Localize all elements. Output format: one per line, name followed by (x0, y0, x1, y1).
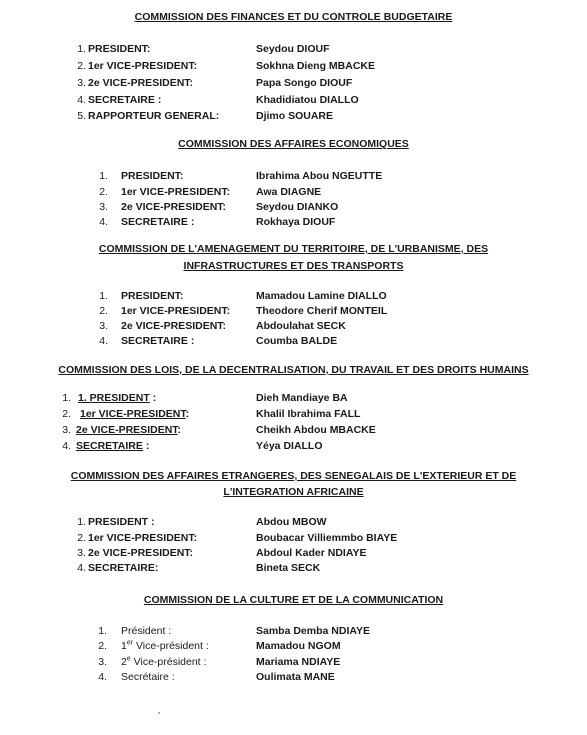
member-name: Sokhna Dieng MBACKE (256, 60, 376, 72)
member-number: 2. (99, 305, 108, 317)
member-name: Coumba BALDE (256, 335, 338, 347)
member-number: 1. (99, 290, 108, 302)
member-role: 2e VICE-PRESIDENT: (88, 77, 194, 89)
member-number: 4. (62, 440, 71, 452)
member-number: 2. (77, 60, 86, 72)
member-role: 2e VICE-PRESIDENT (76, 424, 178, 436)
member-role: 2e VICE-PRESIDENT: (88, 547, 194, 559)
member-role: SECRETAIRE: (88, 562, 159, 574)
scan-speck (158, 712, 160, 714)
member-role: 1er VICE-PRESIDENT: (121, 186, 231, 198)
member-role-suffix: : (149, 392, 157, 404)
member-number: 1. (62, 392, 71, 404)
member-number: 2. (77, 532, 86, 544)
member-name: Mamadou Lamine DIALLO (256, 290, 387, 302)
member-role-suffix: : (142, 440, 150, 452)
member-name: Ibrahima Abou NGEUTTE (256, 170, 383, 182)
member-name: Samba Demba NDIAYE (256, 625, 370, 637)
section-3-title-line-2: INFRASTRUCTURES ET DES TRANSPORTS (183, 260, 404, 272)
member-role: Vice-président : (130, 656, 207, 668)
member-number: 2. (98, 640, 107, 652)
member-role-ordinal-suffix: er (126, 639, 134, 647)
member-role: SECRETAIRE (76, 440, 143, 452)
member-number: 1. (98, 625, 107, 637)
member-role: PRESIDENT: (121, 290, 184, 302)
member-name: Seydou DIOUF (256, 43, 330, 55)
member-name: Seydou DIANKO (256, 201, 339, 213)
member-number: 3. (62, 424, 71, 436)
member-name: Abdou MBOW (256, 516, 327, 528)
section-1-title: COMMISSION DES FINANCES ET DU CONTROLE BUDGETAIRE (134, 11, 453, 23)
member-name: Dieh Mandiaye BA (256, 392, 348, 404)
member-name: Yéya DIALLO (256, 440, 323, 452)
member-name: Awa DIAGNE (256, 186, 322, 198)
member-name: Theodore Cherif MONTEIL (256, 305, 388, 317)
member-number: 1. (77, 43, 86, 55)
member-role-ordinal-suffix: e (126, 655, 131, 663)
section-5-title-line-2: L'INTEGRATION AFRICAINE (223, 486, 364, 498)
member-role: SECRETAIRE : (88, 94, 162, 106)
member-role: PRESIDENT: (121, 170, 184, 182)
member-number: 5. (77, 110, 86, 122)
member-name: Papa Songo DIOUF (256, 77, 353, 89)
member-role-ordinal: 1 (121, 640, 127, 652)
member-role: RAPPORTEUR GENERAL: (88, 110, 220, 122)
member-name: Oulimata MANE (256, 671, 335, 683)
member-number: 1. (77, 516, 86, 528)
member-name: Mariama NDIAYE (256, 656, 341, 668)
member-number: 4. (99, 335, 108, 347)
member-role: SECRETAIRE : (121, 216, 195, 228)
member-number: 2. (62, 408, 71, 420)
section-6-title: COMMISSION DE LA CULTURE ET DE LA COMMUNICATION (143, 594, 444, 606)
member-name: Khadidiatou DIALLO (256, 94, 359, 106)
member-name: Boubacar Villiemmbo BIAYE (256, 532, 398, 544)
member-role-ordinal: 2 (121, 656, 127, 668)
member-number: 3. (77, 77, 86, 89)
member-role: Président : (121, 625, 172, 637)
section-3-title-line-1: COMMISSION DE L'AMENAGEMENT DU TERRITOIRE, DE L'URBANISME, DES (98, 243, 489, 255)
member-number: 3. (99, 201, 108, 213)
member-number: 3. (77, 547, 86, 559)
member-role: 2e VICE-PRESIDENT: (121, 201, 227, 213)
member-name: Abdoulahat SECK (256, 320, 346, 332)
member-number: 2. (99, 186, 108, 198)
member-role: PRESIDENT : (88, 516, 155, 528)
section-5-title-line-1: COMMISSION DES AFFAIRES ETRANGERES, DES SENEGALAIS DE L'EXTERIEUR ET DE (70, 470, 517, 482)
member-role: 2e VICE-PRESIDENT: (121, 320, 227, 332)
member-name: Bineta SECK (256, 562, 321, 574)
member-role: 1er VICE-PRESIDENT: (88, 60, 198, 72)
member-number: 4. (99, 216, 108, 228)
member-name: Mamadou NGOM (256, 640, 341, 652)
member-role: Vice-président : (133, 640, 209, 652)
member-role: 1. PRESIDENT (78, 392, 150, 404)
member-number: 3. (99, 320, 108, 332)
member-name: Cheikh Abdou MBACKE (256, 424, 376, 436)
member-number: 4. (77, 562, 86, 574)
member-role: 1er VICE-PRESIDENT: (88, 532, 198, 544)
member-name: Abdoul Kader NDIAYE (256, 547, 367, 559)
member-number: 3. (98, 656, 107, 668)
member-role: Secrétaire : (121, 671, 175, 683)
member-role: SECRETAIRE : (121, 335, 195, 347)
member-number: 4. (77, 94, 86, 106)
member-role: 1er VICE-PRESIDENT (80, 408, 186, 420)
member-name: Khalil Ibrahima FALL (256, 408, 361, 420)
member-number: 4. (98, 671, 107, 683)
member-name: Djimo SOUARE (256, 110, 334, 122)
member-role: PRESIDENT: (88, 43, 151, 55)
member-role-suffix: : (177, 424, 182, 436)
member-role: 1er VICE-PRESIDENT: (121, 305, 231, 317)
section-2-title: COMMISSION DES AFFAIRES ECONOMIQUES (178, 138, 409, 150)
member-number: 1. (99, 170, 108, 182)
member-name: Rokhaya DIOUF (256, 216, 336, 228)
member-role-suffix: : (185, 408, 190, 420)
section-4-title: COMMISSION DES LOIS, DE LA DECENTRALISATION, DU TRAVAIL ET DES DROITS HUMAINS (58, 364, 529, 376)
